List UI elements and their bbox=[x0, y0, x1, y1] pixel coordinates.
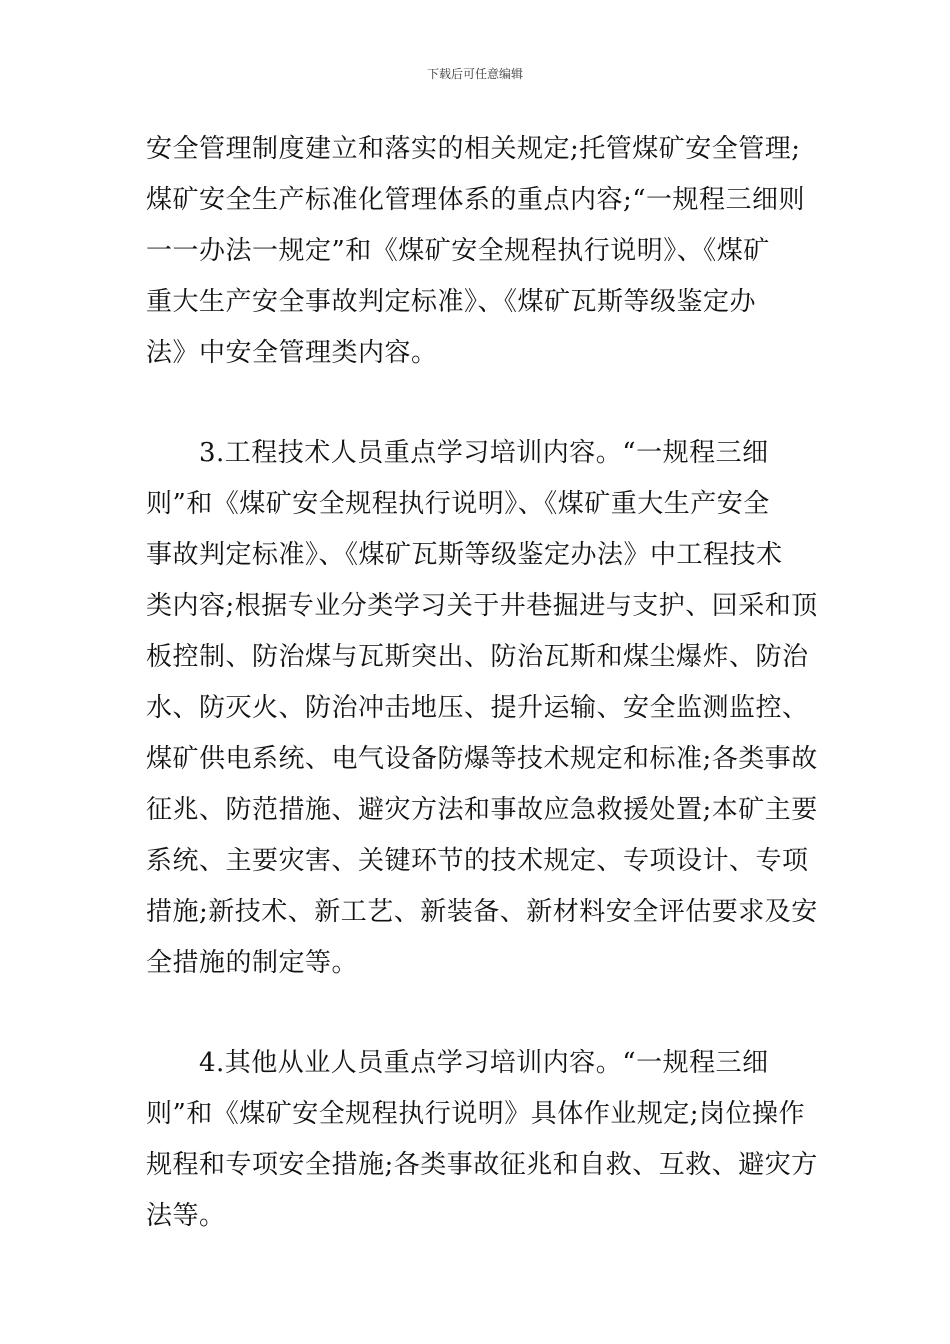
paragraph-line: 4.其他从业人员重点学习培训内容。“一规程三细 bbox=[146, 1048, 769, 1078]
paragraph-line: 则”和《煤矿安全规程执行说明》、《煤矿重大生产安全 bbox=[146, 489, 770, 519]
paragraph-line: 一一办法一规定”和《煤矿安全规程执行说明》、《煤矿 bbox=[146, 236, 770, 266]
paragraph-line: 法》中安全管理类内容。 bbox=[146, 338, 438, 368]
paragraph-line: 煤矿供电系统、电气设备防爆等技术规定和标准;各类事故 bbox=[146, 744, 818, 774]
paragraph-line: 则”和《煤矿安全规程执行说明》具体作业规定;岗位操作 bbox=[146, 1099, 806, 1129]
paragraph-line: 规程和专项安全措施;各类事故征兆和自救、互救、避灾方 bbox=[146, 1150, 818, 1180]
paragraph-line: 重大生产安全事故判定标准》、《煤矿瓦斯等级鉴定办 bbox=[146, 287, 757, 317]
paragraph-line: 安全管理制度建立和落实的相关规定;托管煤矿安全管理; bbox=[146, 134, 801, 164]
paragraph-line: 全措施的制定等。 bbox=[146, 948, 359, 978]
paragraph-line: 煤矿安全生产标准化管理体系的重点内容;“一规程三细则 bbox=[146, 185, 806, 215]
paragraph-gap bbox=[146, 989, 812, 1038]
paragraph-line: 法等。 bbox=[146, 1201, 226, 1231]
paragraph-line: 类内容;根据专业分类学习关于井巷掘进与支护、回采和顶 bbox=[146, 591, 818, 621]
paragraph-line: 措施;新技术、新工艺、新装备、新材料安全评估要求及安 bbox=[146, 897, 818, 927]
document-body bbox=[146, 124, 818, 1242]
paragraph-line: 系统、主要灾害、关键环节的技术规定、专项设计、专项 bbox=[146, 846, 809, 876]
paragraph-other-staff bbox=[146, 1038, 818, 1242]
paragraph-line: 征兆、防范措施、避灾方法和事故应急救援处置;本矿主要 bbox=[146, 795, 818, 825]
paragraph-management bbox=[146, 124, 812, 379]
paragraph-line: 事故判定标准》、《煤矿瓦斯等级鉴定办法》中工程技术 bbox=[146, 540, 783, 570]
paragraph-gap bbox=[146, 379, 812, 428]
paragraph-line: 3.工程技术人员重点学习培训内容。“一规程三细 bbox=[146, 438, 769, 468]
page-header-note: 下载后可任意编辑 bbox=[426, 67, 523, 81]
paragraph-line: 板控制、防治煤与瓦斯突出、防治瓦斯和煤尘爆炸、防治 bbox=[146, 642, 809, 672]
paragraph-engineering-staff bbox=[146, 428, 818, 989]
paragraph-line: 水、防灭火、防治冲击地压、提升运输、安全监测监控、 bbox=[146, 693, 809, 723]
